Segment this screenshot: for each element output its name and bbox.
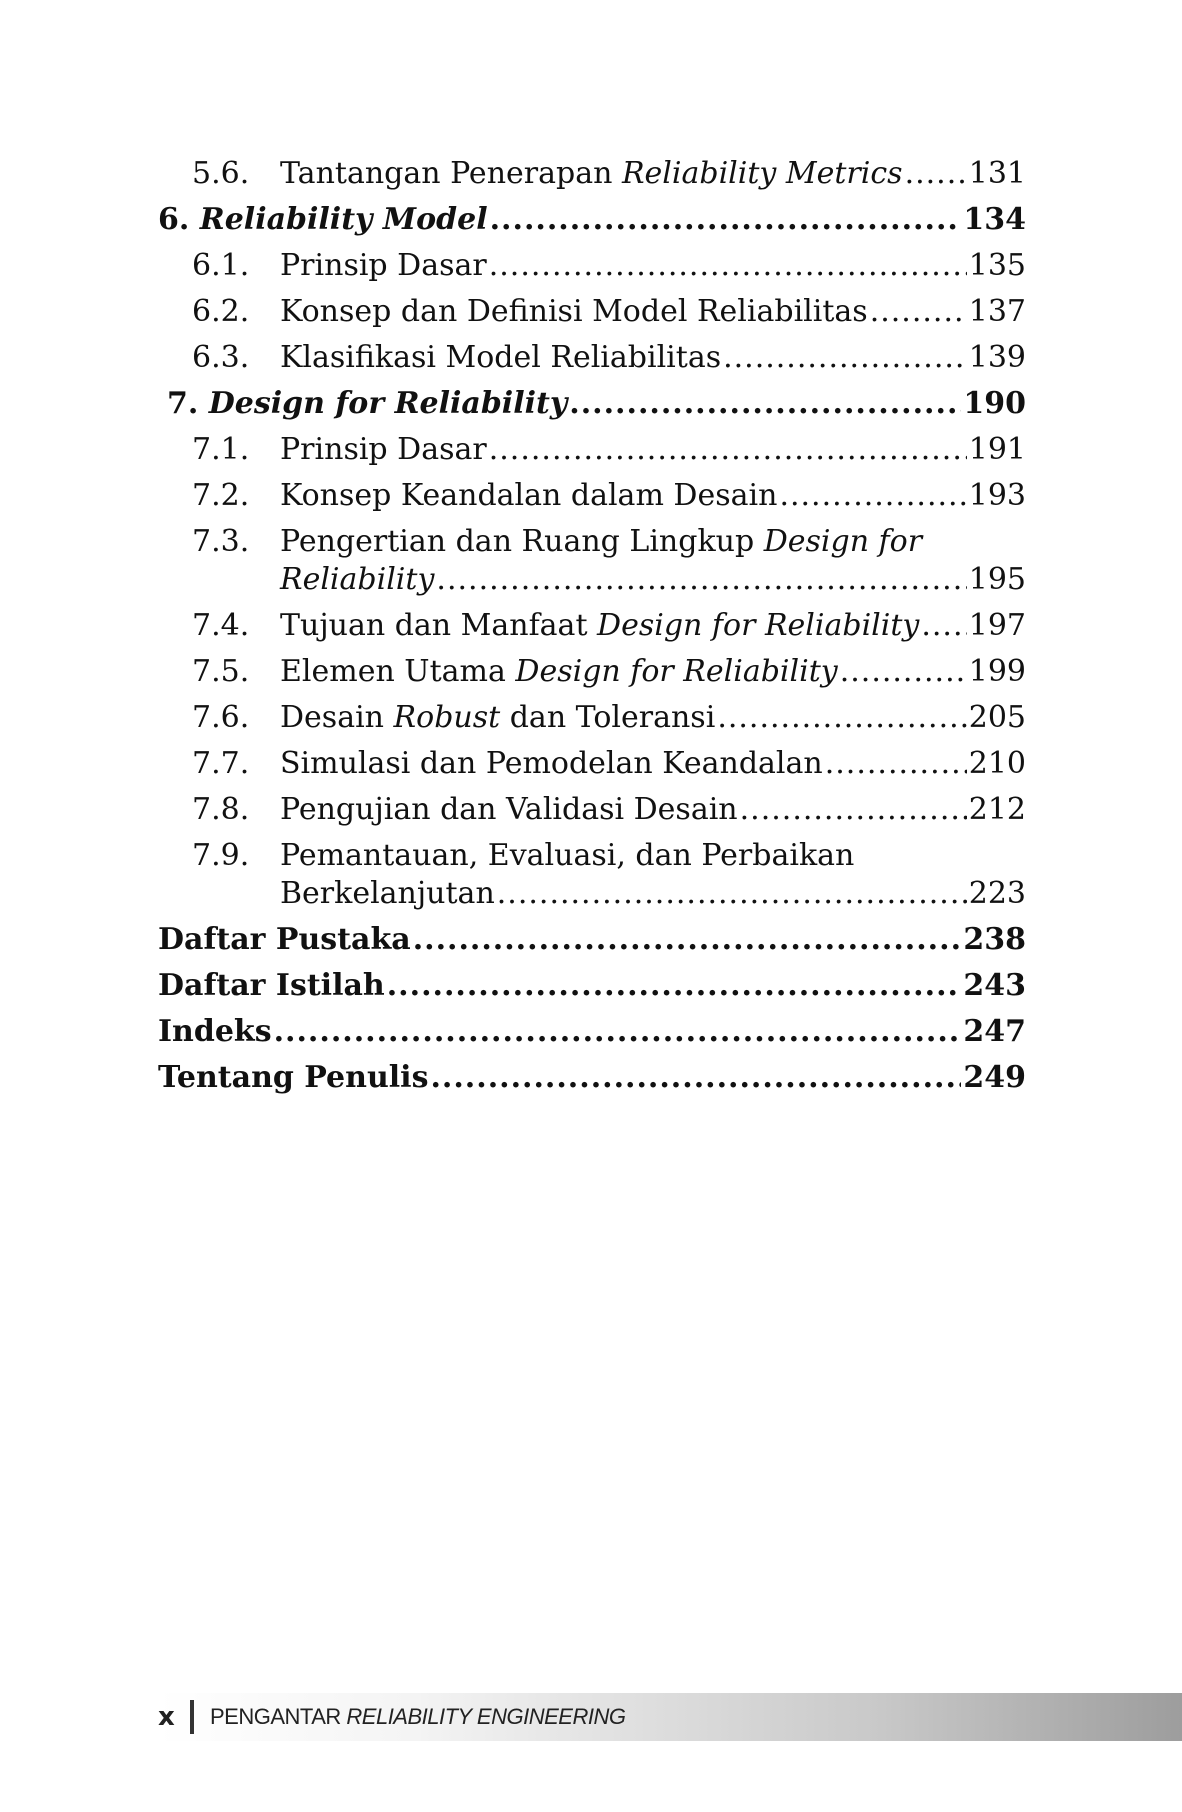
footer-divider: [190, 1700, 194, 1734]
toc-entry-7-1[interactable]: [158, 431, 1026, 469]
page-number: 249: [963, 1060, 1026, 1095]
dot-leader: [717, 699, 966, 737]
section-title: Simulasi dan Pemodelan Keandalan: [280, 746, 823, 781]
section-title: Konsep dan Definisi Model Reliabilitas: [280, 294, 868, 329]
toc-entry-7-5[interactable]: [158, 653, 1026, 691]
toc-entry-7-4[interactable]: [158, 607, 1026, 645]
page-number: 199: [968, 654, 1026, 689]
section-number: 7.1.: [192, 432, 250, 467]
section-title: Pengertian dan Ruang Lingkup Design for: [280, 524, 923, 559]
chapter-number: 7.: [167, 386, 199, 421]
toc-entry-7-8[interactable]: [158, 791, 1026, 829]
toc-daftar-istilah[interactable]: [158, 967, 1026, 1005]
section-number: 7.7.: [192, 746, 250, 781]
section-title-continued: Reliability: [280, 562, 435, 597]
dot-leader: [779, 477, 966, 515]
toc-entry-6-3[interactable]: [158, 339, 1026, 377]
page-number: 205: [968, 700, 1026, 735]
section-number: 7.4.: [192, 608, 250, 643]
section-title: Tantangan Penerapan Reliability Metrics: [280, 156, 903, 191]
section-title: Elemen Utama Design for Reliability: [280, 654, 838, 689]
dot-leader: [905, 155, 967, 193]
section-title-continued: Berkelanjutan: [280, 876, 495, 911]
section-number: 7.3.: [192, 524, 250, 559]
section-title: Klasifikasi Model Reliabilitas: [280, 340, 722, 375]
chapter-title: Reliability Model: [199, 202, 488, 237]
toc-entry-6-1[interactable]: [158, 247, 1026, 285]
page-number: 243: [963, 968, 1026, 1003]
section-number: 6.2.: [192, 294, 250, 329]
page-number: 137: [968, 294, 1026, 329]
dot-leader: [870, 293, 967, 331]
page-number: 247: [963, 1014, 1026, 1049]
dot-leader: [436, 561, 966, 599]
toc-indeks[interactable]: [158, 1013, 1026, 1051]
chapter-title: Indeks: [158, 1014, 272, 1049]
section-title: Desain Robust dan Toleransi: [280, 700, 716, 735]
toc-entry-5-6[interactable]: [158, 155, 1026, 193]
toc-entry-7-7[interactable]: [158, 745, 1026, 783]
chapter-number: 6.: [158, 202, 190, 237]
page-number: 210: [968, 746, 1026, 781]
section-number: 7.6.: [192, 700, 250, 735]
toc-chapter-7[interactable]: [167, 385, 1026, 423]
toc-chapter-6[interactable]: [158, 201, 1026, 239]
dot-leader: [921, 607, 966, 645]
section-number: 6.3.: [192, 340, 250, 375]
chapter-title: Daftar Pustaka: [158, 922, 411, 957]
toc-entry-7-9[interactable]: [158, 837, 1026, 875]
toc-entry-6-2[interactable]: [158, 293, 1026, 331]
section-number: 5.6.: [192, 156, 250, 191]
section-title: Pemantauan, Evaluasi, dan Perbaikan: [280, 838, 855, 873]
section-number: 7.9.: [192, 838, 250, 873]
page-number: 135: [968, 248, 1026, 283]
section-title: Tujuan dan Manfaat Design for Reliability: [280, 608, 920, 643]
section-title: Pengujian dan Validasi Desain: [280, 792, 738, 827]
section-number: 6.1.: [192, 248, 250, 283]
toc-tentang-penulis[interactable]: [158, 1059, 1026, 1097]
page-number: 212: [968, 792, 1026, 827]
dot-leader: [723, 339, 967, 377]
page-number: 131: [968, 156, 1026, 191]
toc-entry-7-9-continued[interactable]: [158, 875, 1026, 913]
page-number: 195: [968, 562, 1026, 597]
page-number: 191: [968, 432, 1026, 467]
page-number: 190: [963, 386, 1026, 421]
footer-page-marker: x: [158, 1702, 175, 1732]
dot-leader: [387, 967, 962, 1005]
dot-leader: [497, 875, 967, 913]
chapter-title: Daftar Istilah: [158, 968, 385, 1003]
toc-entry-7-3[interactable]: [158, 523, 1026, 561]
page-number: 193: [968, 478, 1026, 513]
page-number: 139: [968, 340, 1026, 375]
section-title: Konsep Keandalan dalam Desain: [280, 478, 778, 513]
dot-leader: [489, 431, 967, 469]
footer-book-title: PENGANTAR RELIABILITY ENGINEERING: [210, 1704, 626, 1729]
dot-leader: [413, 921, 962, 959]
section-number: 7.8.: [192, 792, 250, 827]
dot-leader: [825, 745, 967, 783]
chapter-title: Design for Reliability: [208, 386, 568, 421]
dot-leader: [489, 247, 967, 285]
chapter-title: Tentang Penulis: [158, 1060, 429, 1095]
section-number: 7.2.: [192, 478, 250, 513]
dot-leader: [840, 653, 967, 691]
toc-daftar-pustaka[interactable]: [158, 921, 1026, 959]
dot-leader: [430, 1059, 961, 1097]
section-number: 7.5.: [192, 654, 250, 689]
page-number: 197: [968, 608, 1026, 643]
page-number: 238: [963, 922, 1026, 957]
toc-entry-7-3-continued[interactable]: [158, 561, 1026, 599]
toc-entry-7-2[interactable]: [158, 477, 1026, 515]
dot-leader: [490, 201, 962, 239]
dot-leader: [569, 385, 961, 423]
dot-leader: [740, 791, 967, 829]
dot-leader: [274, 1013, 962, 1051]
section-title: Prinsip Dasar: [280, 432, 487, 467]
page-number: 134: [963, 202, 1026, 237]
toc-entry-7-6[interactable]: [158, 699, 1026, 737]
section-title: Prinsip Dasar: [280, 248, 487, 283]
page-number: 223: [968, 876, 1026, 911]
